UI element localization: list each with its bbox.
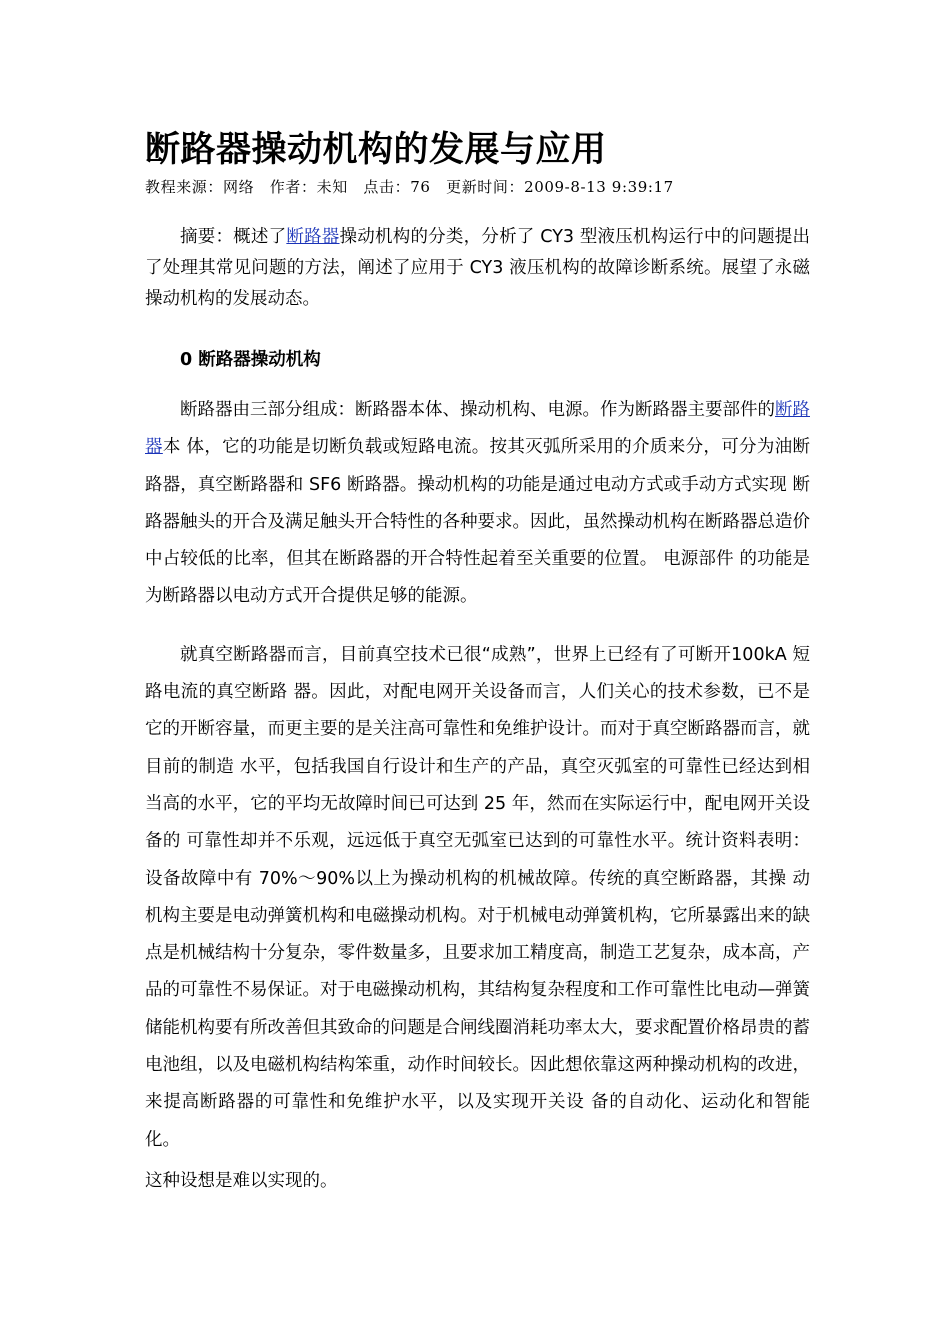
article-meta: 教程来源：网络 作者：未知 点击：76 更新时间：2009-8-13 9:39:17 xyxy=(145,178,674,196)
body-paragraph-1 xyxy=(145,392,810,616)
body-paragraph-2: 就真空断路器而言，目前真空技术已很“成熟”，世界上已经有了可断开100kA 短路电流的真空断路 器。因此，对配电网开关设备而言，人们关心的技术参数，已不是它的开断容量，而更主要的是关注高可靠性和免维护设计。而对于真空断路器而言，就目前的制造 水平，包括我国自行设计和生产的产品，真空灭弧室的可靠性已经达到相当高的水平，它的平均无故障时间已可达到 25 年，然而在实际运行中，配电网开关设备的 可靠性却并不乐观，远远低于真空无弧室已达到的可靠性水平。统计资料表明：设备故障中有 70%～90%以上为操动机构的机械故障。传统的真空断路器，其操 动机构主要是电动弹簧机构和电磁操动机构。对于机械电动弹簧机构，它所暴露出来的缺点是机械结构十分复杂，零件数量多，且要求加工精度高，制造工艺复杂，成本高，产品的可靠性不易保证。对于电磁操动机构，其结构复杂程度和工作可靠性比电动—弹簧储能机构要有所改善但其致命的问题是合闸线圈消耗功率太大，要求配置价格昂贵的蓄电池组，以及电磁机构结构笨重，动作时间较长。因此想依靠这两种操动机构的改进，来提高断路器的可靠性和免维护水平，以及实现开关设 备的自动化、运动化和智能化。 xyxy=(145,644,810,1150)
abstract-paragraph xyxy=(145,222,810,315)
section-heading: 0 断路器操动机构 xyxy=(180,350,321,370)
body-paragraph-3: 这种设想是难以实现的。 xyxy=(145,1170,338,1191)
abstract-text-before: 摘要：概述了 xyxy=(180,227,287,247)
paragraph-1-text-before: 断路器由三部分组成：断路器本体、操动机构、电源。作为断路器主要部件的 xyxy=(180,400,775,420)
abstract-text-after: 操动机构的分类，分析了 CY3 型液压机构运行中的问题提出了处理其常见问题的方法，阐述了应用于 CY3 液压机构的故障诊断系统。展望了永磁操动机构的发展动态。 xyxy=(145,227,811,309)
article-title: 断路器操动机构的发展与应用 xyxy=(145,129,607,170)
article xyxy=(145,128,810,1200)
circuit-breaker-link[interactable]: 断路器 xyxy=(286,227,340,247)
paragraph-1-text-after: 本 体，它的功能是切断负载或短路电流。按其灭弧所采用的介质来分，可分为油断路器，真空断路器和 SF6 断路器。操动机构的功能是通过电动方式或手动方式实现 断路器触头的开合及满足触头开合特性的各种要求。因此，虽然操动机构在断路器总造价中占较低的比率，但其在断路器的开合特性起着至关重要的位置。 电源部件 的功能是为断路器以电动方式开合提供足够的能源。 xyxy=(145,437,811,607)
circuit-breaker-link-2[interactable]: 断路器 xyxy=(145,400,810,458)
